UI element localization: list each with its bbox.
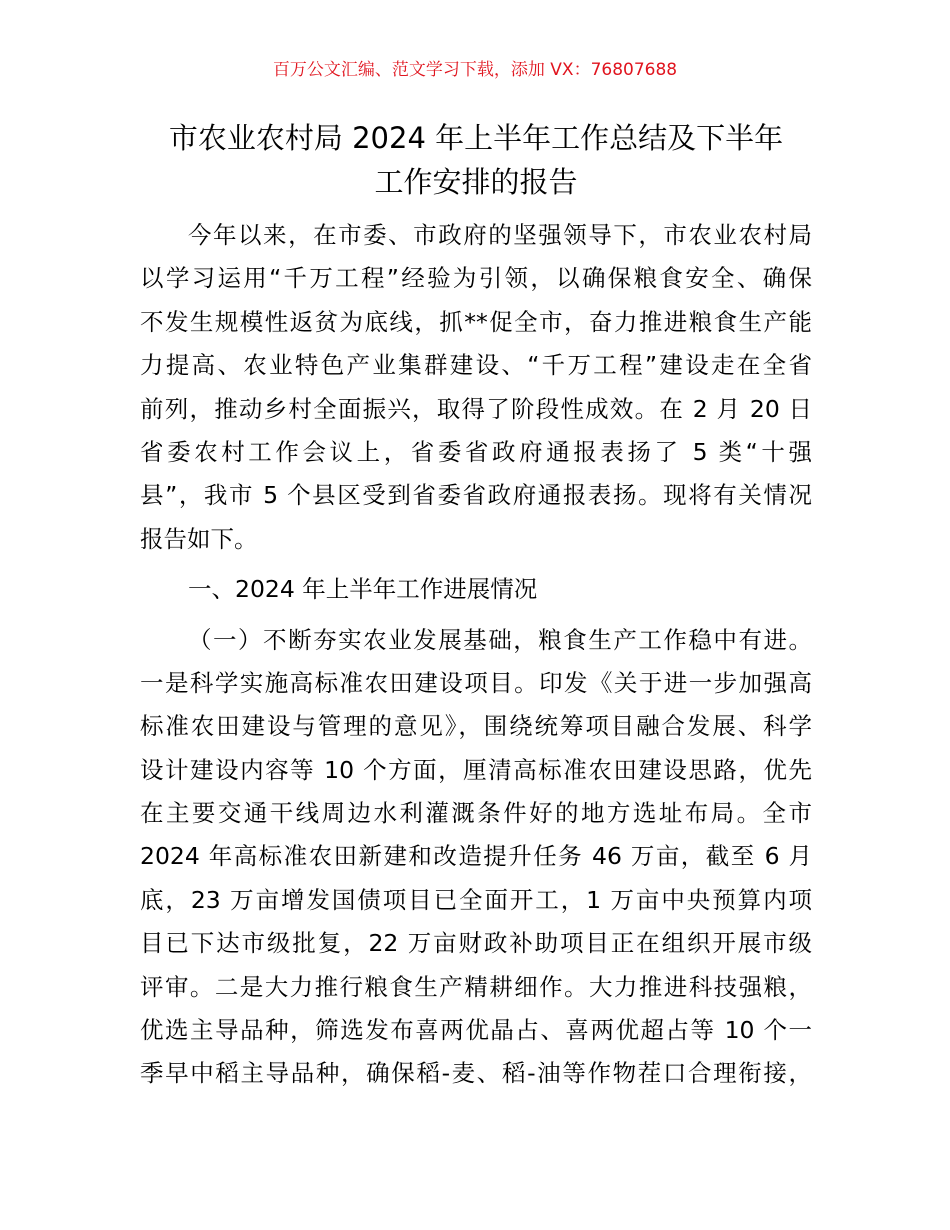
subsection-paragraph [140,619,820,1096]
paragraph-line: 标准农田建设与管理的意见》，围绕统筹项目融合发展、科学 [140,712,812,741]
section-heading: 一、2024 年上半年工作进展情况 [188,575,538,604]
document-body [140,214,820,1096]
title-line-1: 市农业农村局 2024 年上半年工作总结及下半年 [168,121,784,155]
paragraph-line: 2024 年高标准农田新建和改造提升任务 46 万亩，截至 6 月 [140,842,812,871]
paragraph-line: 以学习运用“千万工程”经验为引领，以确保粮食安全、确保 [140,264,812,293]
paragraph-line: 前列，推动乡村全面振兴，取得了阶段性成效。在 2 月 20 日 [140,394,812,423]
paragraph-line: 优选主导品种，筛选发布喜两优晶占、喜两优超占等 10 个一 [140,1016,812,1045]
watermark-banner: 百万公文汇编、范文学习下载，添加 VX：76807688 [272,60,678,80]
paragraph-line: 今年以来，在市委、市政府的坚强领导下，市农业农村局 [188,221,812,249]
paragraph-line: 县”，我市 5 个县区受到省委省政府通报表扬。现将有关情况 [140,481,812,510]
paragraph-line: 评审。二是大力推行粮食生产精耕细作。大力推进科技强粮， [140,972,812,1001]
paragraph-line: 底，23 万亩增发国债项目已全面开工，1 万亩中央预算内项 [140,885,812,914]
paragraph-line: 季早中稻主导品种，确保稻-麦、稻-油等作物茬口合理衔接， [140,1059,812,1088]
paragraph-line: 报告如下。 [140,524,258,553]
paragraph-line: 一是科学实施高标准农田建设项目。印发《关于进一步加强高 [140,668,812,697]
paragraph-line: 在主要交通干线周边水利灌溉条件好的地方选址布局。全市 [140,799,812,828]
paragraph-line: 省委农村工作会议上，省委省政府通报表扬了 5 类“十强 [140,437,812,466]
document-title [140,116,812,204]
paragraph-line: （一）不断夯实农业发展基础，粮食生产工作稳中有进。 [188,625,812,654]
title-line-2: 工作安排的报告 [374,165,578,199]
paragraph-line: 设计建设内容等 10 个方面，厘清高标准农田建设思路，优先 [140,755,812,784]
paragraph-line: 目已下达市级批复，22 万亩财政补助项目正在组织开展市级 [140,929,812,958]
paragraph-line: 力提高、农业特色产业集群建设、“千万工程”建设走在全省 [140,351,812,380]
intro-paragraph [140,214,820,561]
paragraph-line: 不发生规模性返贫为底线，抓**促全市，奋力推进粮食生产能 [140,307,812,336]
